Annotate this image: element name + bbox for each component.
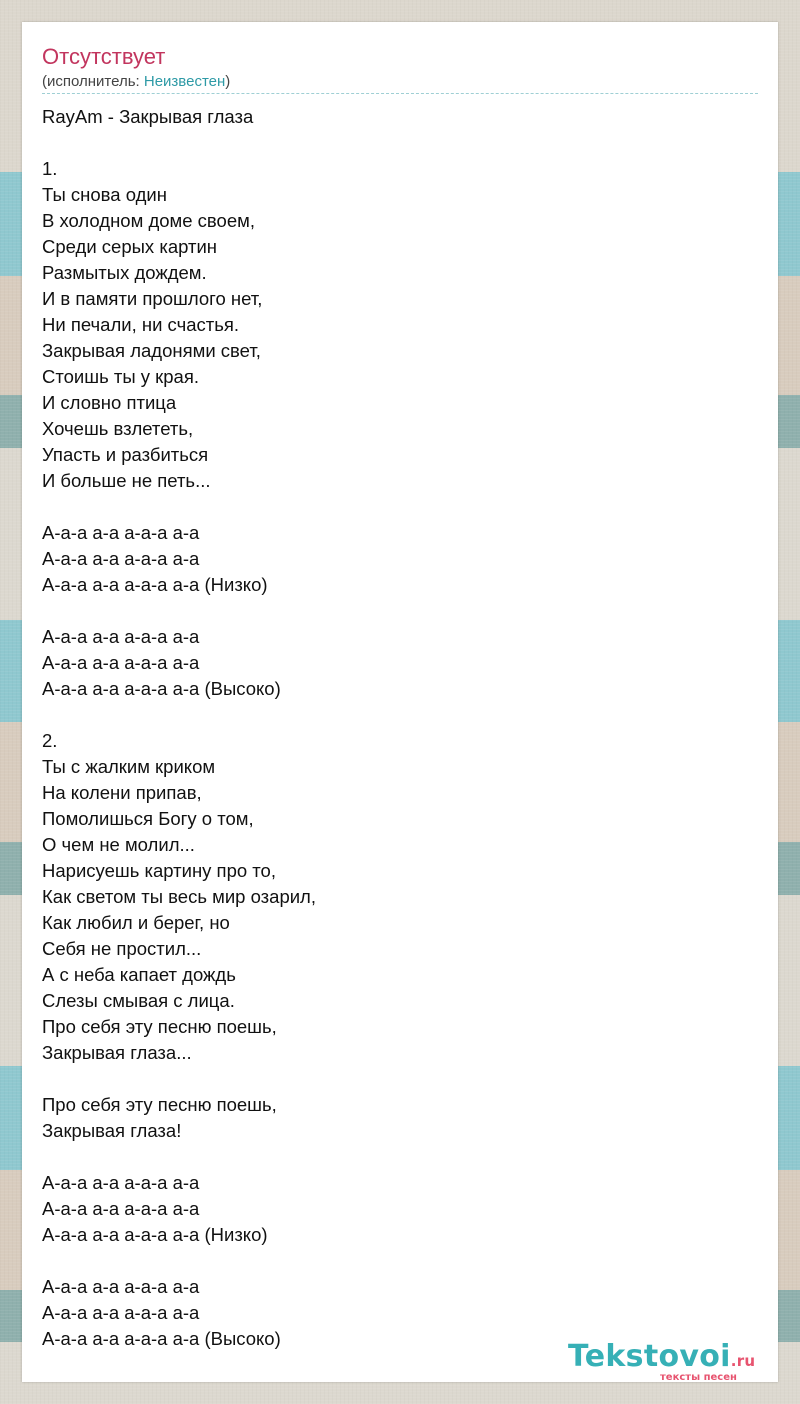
lyric-line: Помолишься Богу о том,	[42, 808, 254, 829]
lyric-line: Закрывая ладонями свет,	[42, 340, 261, 361]
lyric-line: Ни печали, ни счастья.	[42, 314, 240, 335]
artist-line	[42, 73, 230, 91]
lyric-line: О чем не молил...	[42, 834, 195, 855]
lyric-line: А-а-а а-а а-а-а а-а	[42, 652, 200, 673]
lyrics-card	[22, 22, 778, 1382]
logo-main-text: Tekstovoi	[568, 1339, 731, 1374]
lyric-line: И больше не петь...	[42, 470, 211, 491]
lyric-line	[42, 1248, 758, 1274]
lyric-line: Упасть и разбиться	[42, 444, 209, 465]
lyric-line	[42, 1066, 758, 1092]
lyric-line: 1.	[42, 158, 58, 179]
lyric-line: RayAm - Закрывая глаза	[42, 106, 254, 127]
artist-suffix: )	[225, 73, 231, 90]
logo-tld: .ru	[730, 1352, 756, 1370]
lyric-line: А-а-а а-а а-а-а а-а	[42, 626, 200, 647]
lyric-line: Ты с жалким криком	[42, 756, 216, 777]
song-title: Отсутствует	[42, 44, 166, 69]
lyric-line: А-а-а а-а а-а-а а-а	[42, 1276, 200, 1297]
lyric-line: Закрывая глаза...	[42, 1042, 192, 1063]
lyric-line: И словно птица	[42, 392, 177, 413]
lyric-line: Слезы смывая с лица.	[42, 990, 235, 1011]
lyric-line: А-а-а а-а а-а-а а-а	[42, 522, 200, 543]
lyric-line: Как любил и берег, но	[42, 912, 230, 933]
lyric-line: И в памяти прошлого нет,	[42, 288, 263, 309]
artist-link[interactable]: Неизвестен	[143, 73, 226, 90]
lyric-line: А-а-а а-а а-а-а а-а (Высоко)	[42, 1328, 281, 1349]
lyric-line: Хочешь взлететь,	[42, 418, 194, 439]
lyric-line	[42, 494, 758, 520]
lyric-line: А-а-а а-а а-а-а а-а	[42, 1198, 200, 1219]
artist-prefix: (исполнитель:	[42, 73, 144, 90]
lyric-line: Ты снова один	[42, 184, 167, 205]
lyric-line: Среди серых картин	[42, 236, 218, 257]
lyric-line: А-а-а а-а а-а-а а-а	[42, 1302, 200, 1323]
title-divider	[42, 93, 758, 94]
lyric-line: Про себя эту песню поешь,	[42, 1016, 277, 1037]
lyric-line: Стоишь ты у края.	[42, 366, 199, 387]
lyric-line: Про себя эту песню поешь,	[42, 1094, 277, 1115]
lyric-line: А с неба капает дождь	[42, 964, 236, 985]
lyric-line: А-а-а а-а а-а-а а-а (Низко)	[42, 1224, 268, 1245]
lyric-line	[42, 702, 758, 728]
lyric-line: Закрывая глаза!	[42, 1120, 182, 1141]
lyric-line: А-а-а а-а а-а-а а-а (Высоко)	[42, 678, 281, 699]
site-logo[interactable]	[568, 1340, 778, 1384]
lyric-line: А-а-а а-а а-а-а а-а	[42, 548, 200, 569]
lyric-line: А-а-а а-а а-а-а а-а	[42, 1172, 200, 1193]
lyric-line	[42, 598, 758, 624]
lyric-line: Как светом ты весь мир озарил,	[42, 886, 316, 907]
lyrics-text	[42, 104, 758, 1352]
lyric-line	[42, 1144, 758, 1170]
logo-subtitle: тексты песен	[660, 1372, 737, 1383]
lyric-line	[42, 130, 758, 156]
lyric-line: Себя не простил...	[42, 938, 202, 959]
lyric-line: А-а-а а-а а-а-а а-а (Низко)	[42, 574, 268, 595]
lyric-line: Нарисуешь картину про то,	[42, 860, 276, 881]
lyric-line: На колени припав,	[42, 782, 202, 803]
lyric-line: 2.	[42, 730, 58, 751]
lyric-line: В холодном доме своем,	[42, 210, 255, 231]
lyric-line: Размытых дождем.	[42, 262, 207, 283]
